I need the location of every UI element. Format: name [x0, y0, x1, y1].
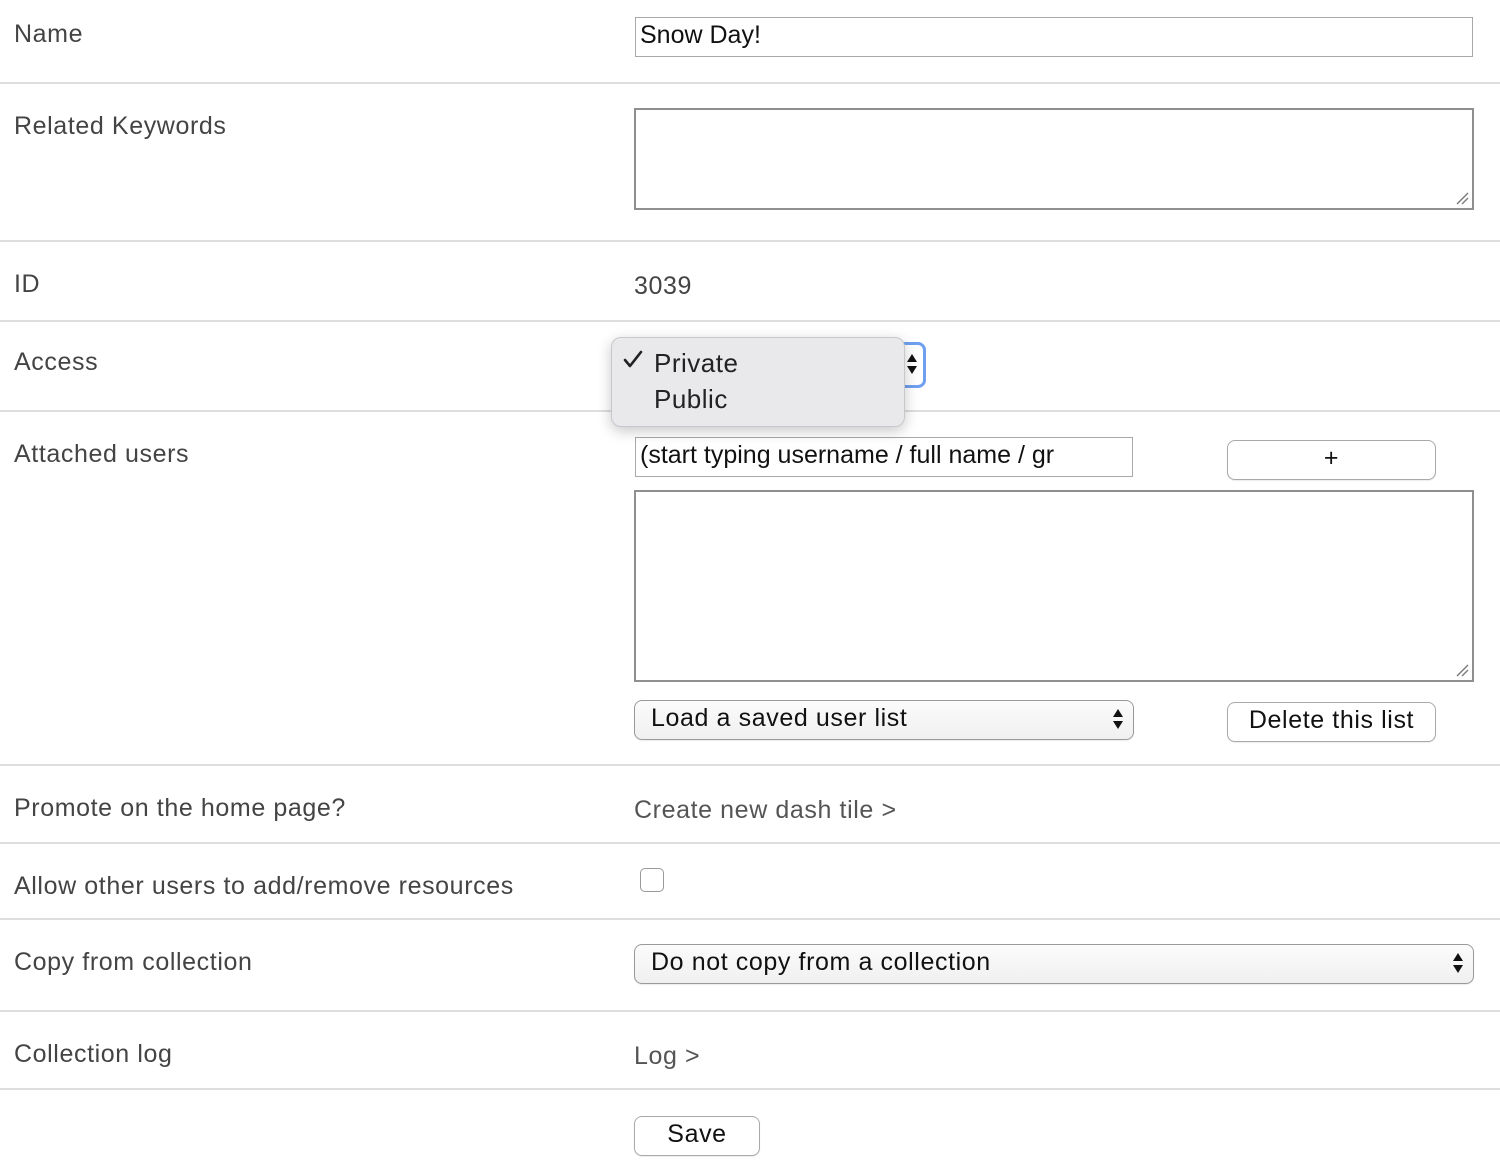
name-label: Name [14, 20, 84, 48]
create-dash-tile-link[interactable]: Create new dash tile > [634, 796, 897, 824]
id-value: 3039 [634, 272, 693, 300]
saved-user-list-value: Load a saved user list [651, 704, 908, 732]
access-option-private[interactable]: Private [654, 348, 739, 378]
copy-from-label: Copy from collection [14, 948, 253, 976]
access-option-public[interactable]: Public [654, 384, 728, 414]
keywords-label: Related Keywords [14, 112, 227, 140]
copy-from-value: Do not copy from a collection [651, 948, 991, 976]
resize-grip-icon[interactable] [1455, 191, 1469, 205]
saved-user-list-select[interactable] [634, 700, 1134, 740]
user-search-input[interactable]: (start typing username / full name / gr [635, 437, 1133, 477]
log-link[interactable]: Log > [634, 1042, 701, 1070]
delete-list-button[interactable]: Delete this list [1227, 702, 1436, 742]
divider [0, 320, 1500, 322]
select-arrows-icon [905, 350, 919, 378]
divider [0, 842, 1500, 844]
attached-users-textarea[interactable] [634, 490, 1474, 682]
id-label: ID [14, 270, 41, 298]
copy-from-select[interactable] [634, 944, 1474, 984]
attached-users-label: Attached users [14, 440, 190, 468]
divider [0, 764, 1500, 766]
save-button[interactable]: Save [634, 1116, 760, 1156]
select-arrows-icon [1111, 705, 1125, 733]
resize-grip-icon[interactable] [1455, 663, 1469, 677]
collection-log-label: Collection log [14, 1040, 173, 1068]
divider [0, 1010, 1500, 1012]
checkmark-icon [622, 348, 644, 370]
select-arrows-icon [1451, 949, 1465, 977]
promote-label: Promote on the home page? [14, 794, 346, 822]
divider [0, 1088, 1500, 1090]
name-input[interactable]: Snow Day! [635, 17, 1473, 57]
divider [0, 240, 1500, 242]
allow-others-checkbox[interactable] [640, 868, 664, 892]
divider [0, 82, 1500, 84]
access-label: Access [14, 348, 99, 376]
access-dropdown-menu [611, 337, 905, 427]
divider [0, 918, 1500, 920]
keywords-textarea[interactable] [634, 108, 1474, 210]
add-user-button[interactable]: + [1227, 440, 1436, 480]
allow-others-label: Allow other users to add/remove resources [14, 872, 514, 900]
